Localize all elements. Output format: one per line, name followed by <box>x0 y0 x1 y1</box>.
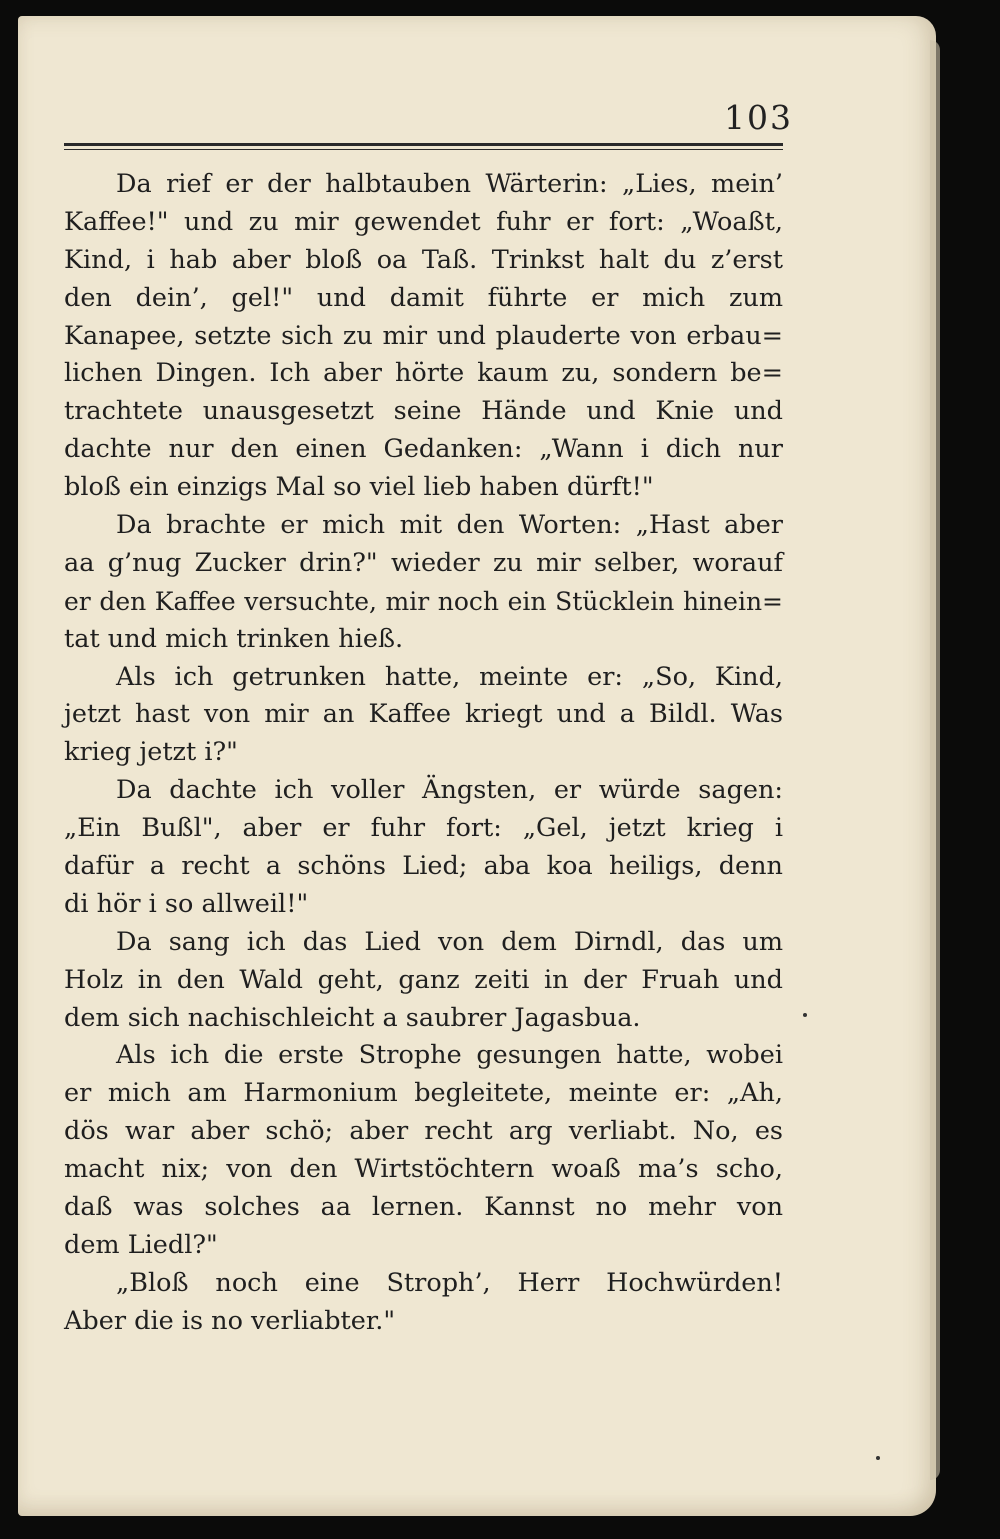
text-line: Da rief er der halbtauben Wärterin: „Lies, mein’ <box>116 169 783 199</box>
text-line: dachte nur den einen Gedanken: „Wann i dich nur <box>64 434 783 465</box>
text-line: krieg jetzt i?" <box>64 737 238 768</box>
text-line: jetzt hast von mir an Kaffee kriegt und a Bildl. Was <box>64 699 783 730</box>
text-line: „Ein Bußl", aber er fuhr fort: „Gel, jetzt krieg i <box>64 813 783 844</box>
text-line: aa g’nug Zucker drin?" wieder zu mir selber, worauf <box>64 547 783 578</box>
text-line: Da sang ich das Lied von dem Dirndl, das um <box>116 926 783 957</box>
text-line: trachtete unausgesetzt seine Hände und Knie und <box>64 396 783 427</box>
text-line: Aber die is no verliabter." <box>64 1305 396 1336</box>
text-line: Holz in den Wald geht, ganz zeiti in der Fruah und <box>64 964 783 995</box>
text-line: dem Liedl?" <box>64 1229 218 1260</box>
text-line: Da dachte ich voller Ängsten, er würde sagen: <box>116 775 783 806</box>
text-line: er den Kaffee versuchte, mir noch ein Stücklein hinein= <box>64 586 783 616</box>
body-text <box>64 166 783 1341</box>
text-line: di hör i so allweil!" <box>64 888 309 919</box>
text-line: dem sich nachischleicht a saubrer Jagasbua. <box>64 1002 641 1033</box>
text-line: „Bloß noch eine Stroph’, Herr Hochwürden! <box>116 1267 783 1298</box>
header-rule-thin <box>64 149 783 150</box>
text-line: Kaffee!" und zu mir gewendet fuhr er fort: „Woaßt, <box>64 206 783 237</box>
text-line: er mich am Harmonium begleitete, meinte er: „Ah, <box>64 1078 783 1109</box>
text-line: dafür a recht a schöns Lied; aba koa heiligs, denn <box>64 851 783 882</box>
page-edge <box>930 40 940 1480</box>
text-line: tat und mich trinken hieß. <box>64 623 404 654</box>
paper-speck <box>803 1013 807 1017</box>
text-line: den dein’, gel!" und damit führte er mich zum <box>64 282 783 313</box>
header-rule <box>64 143 783 146</box>
page-number: 103 <box>724 98 793 137</box>
paper-speck <box>876 1456 880 1460</box>
text-line: Kanapee, setzte sich zu mir und plauderte von erbau= <box>64 320 783 351</box>
text-line: Da brachte er mich mit den Worten: „Hast aber <box>116 510 783 541</box>
text-line: dös war aber schö; aber recht arg verliabt. No, es <box>64 1116 783 1147</box>
text-line: bloß ein einzigs Mal so viel lieb haben dürft!" <box>64 472 654 503</box>
text-line: daß was solches aa lernen. Kannst no mehr von <box>64 1192 783 1223</box>
text-line: lichen Dingen. Ich aber hörte kaum zu, sondern be= <box>64 358 783 389</box>
text-line: macht nix; von den Wirtstöchtern woaß ma’s scho, <box>64 1154 783 1185</box>
text-line: Kind, i hab aber bloß oa Taß. Trinkst halt du z’erst <box>64 244 783 275</box>
text-line: Als ich getrunken hatte, meinte er: „So, Kind, <box>116 661 783 692</box>
text-line: Als ich die erste Strophe gesungen hatte, wobei <box>116 1040 783 1071</box>
